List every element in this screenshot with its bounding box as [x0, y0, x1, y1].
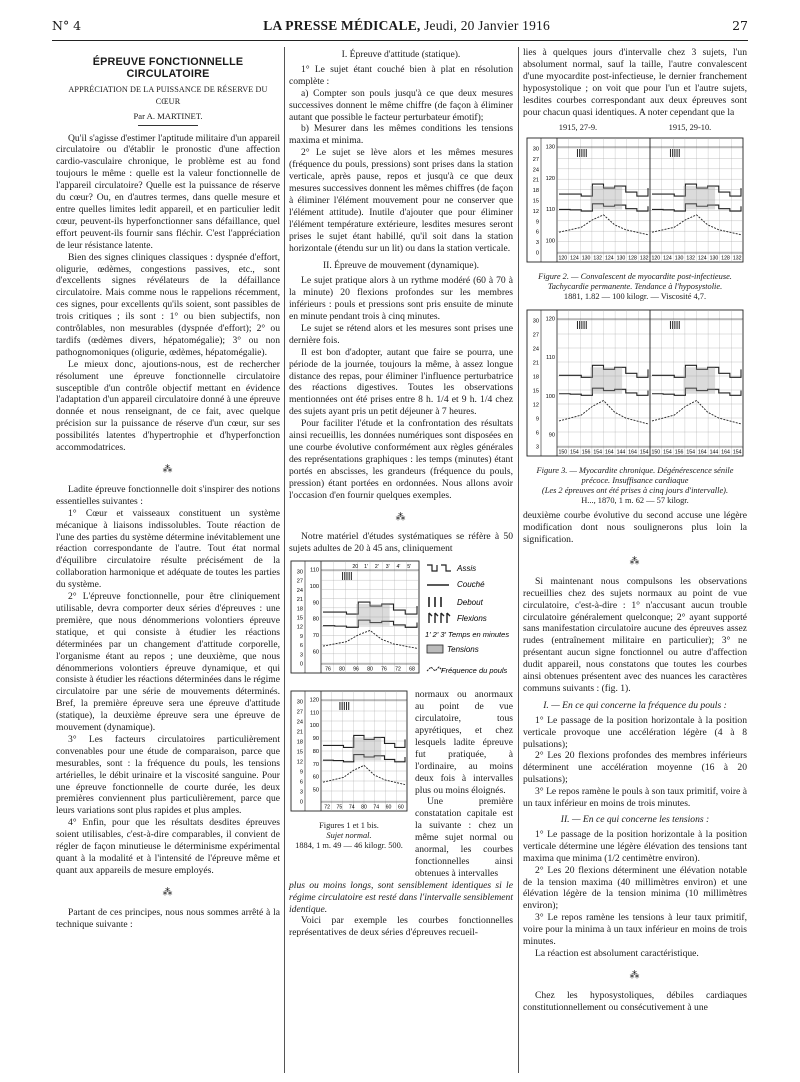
axis-tick-label: 21	[532, 360, 539, 367]
bottom-value-label: 128	[628, 255, 637, 262]
axis-tick-label: 100	[545, 238, 555, 245]
axis-tick-label: 15	[296, 615, 303, 622]
tension-band	[590, 186, 622, 209]
axis-tick-label: 15	[532, 388, 539, 395]
bottom-value-label: 132	[732, 255, 742, 262]
axis-tick-label: 70	[312, 762, 319, 769]
figure-3-caption-data: H..., 1870, 1 m. 62 — 57 kilogr.	[581, 496, 689, 506]
bottom-value-label: 164	[628, 449, 637, 456]
figure-1bis-block	[289, 689, 409, 880]
axis-tick-label: 110	[310, 710, 319, 717]
section-asterism: ⁂	[162, 886, 174, 898]
running-header	[52, 18, 748, 38]
axis-tick-label: 24	[532, 346, 539, 353]
axis-tick-label: 21	[296, 729, 303, 736]
bottom-value-label: 154	[663, 449, 672, 456]
axis-tick-label: 9	[299, 769, 303, 776]
column-1	[56, 47, 280, 931]
bottom-value-label: 130	[674, 255, 684, 262]
title-separator	[138, 125, 198, 126]
paragraph: deuxième courbe évolutive du second accuse une légère modification dont nous soulignerons plus loin la signification.	[523, 510, 747, 545]
section-title: I. — En ce qui concerne la fréquence du pouls :	[543, 699, 727, 711]
axis-tick-label: 24	[532, 167, 539, 174]
axis-tick-label: 12	[296, 624, 303, 631]
bottom-value-label: 72	[395, 666, 401, 673]
figure-3-chart	[523, 308, 747, 460]
bottom-value-label: 144	[616, 449, 626, 456]
paragraph: 3° Les facteurs circulatoires particulièrement convenables pour une étude de comparaison, parce que mesurables, sont : la fréquence du pouls, les tensions artérielles, le débit urinaire et la viscosité sanguine. Pour une épreuve fonctionnelle de courte durée, les deux premières conviennent plus particulièrement, parce que leurs variations sont plus rapides et plus amples.	[56, 733, 280, 817]
column-divider	[518, 47, 519, 1073]
journal-name: LA PRESSE MÉDICALE,	[263, 18, 421, 33]
figure-2-grid	[527, 138, 743, 262]
paragraph: Le sujet se rétend alors et les mesures sont prises une dernière fois.	[289, 322, 513, 346]
paragraph: Voici par exemple les courbes fonctionnelles représentatives de deux séries d'épreuves recueil-	[289, 915, 513, 939]
figure-1-block	[289, 559, 513, 681]
axis-tick-label: 90	[312, 600, 319, 607]
bottom-value-label: 76	[381, 666, 387, 673]
axis-tick-label: 60	[312, 774, 319, 781]
figure-2-caption-title: Figure 2. — Convalescent de myocardite post-infectieuse.	[538, 272, 732, 282]
figure-1-chart	[289, 559, 513, 681]
paragraph: 1° Le sujet étant couché bien à plat en résolution complète :	[289, 63, 513, 87]
bottom-value-label: 68	[409, 666, 415, 673]
legend-couche: Couché	[457, 580, 485, 590]
bottom-value-label: 132	[593, 255, 603, 262]
section-asterism: ⁂	[395, 511, 407, 523]
axis-tick-label: 0	[299, 661, 303, 668]
axis-tick-label: 18	[296, 739, 303, 746]
figure-1-caption-subject: Sujet normal.	[326, 831, 372, 841]
paragraph: Le sujet pratique alors à un rythme modéré (60 à 70 à la minute) 20 flexions profondes sur les membres inférieurs : pouls et pressions sont pris ensuite de minute en minute pendant trois à cinq minutes.	[289, 275, 513, 323]
legend-assis: Assis	[457, 564, 477, 574]
figure-3-caption	[523, 466, 747, 506]
legend-flexions-icon	[429, 613, 450, 623]
bottom-value-label: 156	[674, 449, 684, 456]
bottom-value-label: 124	[697, 255, 707, 262]
bottom-value-label: 164	[721, 449, 730, 456]
bottom-value-label: 132	[686, 255, 696, 262]
bottom-value-label: 124	[570, 255, 579, 262]
axis-tick-label: 18	[532, 374, 539, 381]
time-label: 2'	[374, 564, 379, 571]
figure-2-caption-data: 1881, 1.82 — 100 kilogr. — Viscosité 4,7.	[563, 292, 707, 302]
figure-3-caption-title: Figure 3. — Myocardite chronique. Dégénérescence sénile précoce. Insuffisance cardiaque	[536, 466, 734, 486]
bottom-value-label: 74	[373, 804, 380, 811]
axis-tick-label: 27	[296, 578, 303, 585]
figure-1-caption	[289, 821, 409, 851]
legend-temps: 1' 2' 3' Temps en minutes	[425, 630, 510, 640]
tension-band	[356, 604, 389, 626]
article-title: ÉPREUVE FONCTIONNELLE CIRCULATOIRE	[92, 56, 244, 80]
paragraph: plus ou moins longs, sont sensiblement identiques si le régime circulatoire est resté dans l'intervalle sensiblement identique.	[289, 879, 513, 915]
paragraph: 2° L'épreuve fonctionnelle, pour être cliniquement utilisable, devra comporter deux séries d'épreuves : une première, que nous dénommerions volontiers épreuve statique, et qui consiste à étudier les réactions déterminées par un changement d'attitude corporelle, l'organisme étant au repos ; une deuxième, que nous dénommerions volontiers épreuve dynamique, et qui consiste à étudier les réactions déterminées dans le régime circulatoire par une série de mouvements déterminés. Bref, la première épreuve sera une épreuve d'attitude (statique), la deuxième épreuve sera une épreuve de mouvement (dynamique).	[56, 591, 280, 734]
column-3	[523, 47, 747, 1014]
figure-2-caption-desc: Tachycardie permanente. Tendance à l'hyposystolie.	[547, 282, 723, 292]
axis-tick-label: 15	[532, 198, 539, 205]
paragraph: 3° Le repos ramène le pouls à son taux primitif, voire à un taux inférieur en moins de trois minutes.	[523, 786, 747, 810]
legend	[425, 564, 509, 675]
time-label: 4'	[396, 564, 401, 571]
figure-2-chart	[523, 136, 747, 266]
paragraph: La réaction est absolument caractéristique.	[535, 947, 699, 959]
issue-number: N° 4	[52, 18, 82, 33]
paragraph: Si maintenant nous compulsons les observations recueillies chez des sujets normaux au point de vue circulatoire, c'est-à-dire : 1° n'accusant aucun trouble circulatoire généralement quelconque; 2° ayant supporté sans manifestation circulatoire aucune des épreuves assez rudes (entraînement militaire en particulier); 3° ne présentant aucun signe fonctionnel ou autre d'affection dudit appareil, nous constatons que toutes les courbes ainsi obtenues présentent avec des nuances les caractères communs suivants : (fig. 1).	[523, 575, 747, 694]
axis-tick-label: 24	[296, 588, 303, 595]
paragraph: b) Mesurer dans les mêmes conditions les tensions maxima et minima.	[289, 123, 513, 147]
axis-tick-label: 3	[299, 652, 303, 659]
legend-tensions: Tensions	[447, 645, 479, 655]
axis-tick-label: 3	[535, 240, 539, 247]
bottom-value-label: 120	[651, 255, 661, 262]
axis-tick-label: 12	[296, 759, 303, 766]
issue-date: Jeudi, 20 Janvier 1916	[424, 18, 550, 33]
axis-tick-label: 120	[545, 316, 555, 323]
axis-tick-label: 110	[546, 355, 555, 362]
figure-1-caption-title: Figures 1 et 1 bis.	[319, 821, 379, 831]
bottom-value-label: 120	[558, 255, 568, 262]
paragraph: Partant de ces principes, nous nous sommes arrêté à la technique suivante :	[56, 906, 280, 930]
bottom-value-label: 124	[604, 255, 614, 262]
paragraph: 3° Le repos ramène les tensions à leur taux primitif, voire pour la minima à un taux inférieur en moins de trois minutes.	[523, 912, 747, 948]
bottom-value-label: 154	[570, 449, 579, 456]
axis-tick-label: 120	[545, 176, 555, 183]
bottom-value-label: 72	[324, 804, 331, 811]
bottom-value-label: 128	[721, 255, 730, 262]
figure-2-date-1: 1915, 27-9.	[558, 123, 598, 133]
legend-flexions: Flexions	[457, 614, 487, 624]
bottom-value-label: 130	[709, 255, 719, 262]
paragraph: Ladite épreuve fonctionnelle doit s'inspirer des notions essentielles suivantes :	[56, 483, 280, 507]
time-label: 3'	[385, 564, 390, 571]
section-title: II. Épreuve de mouvement (dynamique).	[322, 260, 480, 272]
axis-tick-label: 9	[299, 634, 303, 641]
figure-side-text	[415, 689, 513, 880]
time-label: 20	[352, 564, 359, 571]
axis-tick-label: 15	[296, 749, 303, 756]
time-label: 1'	[364, 564, 369, 571]
axis-tick-label: 60	[312, 649, 319, 656]
axis-tick-label: 3	[299, 789, 303, 796]
bottom-value-label: 124	[663, 255, 672, 262]
bottom-value-label: 154	[593, 449, 603, 456]
article-author: Par A. MARTINET.	[133, 110, 203, 121]
bottom-value-label: 60	[397, 804, 404, 811]
axis-tick-label: 27	[532, 332, 539, 339]
bottom-value-label: 130	[616, 255, 626, 262]
axis-tick-label: 27	[296, 709, 303, 716]
column-divider	[284, 47, 285, 1073]
axis-tick-label: 9	[535, 416, 539, 423]
axis-tick-label: 70	[312, 633, 319, 640]
axis-tick-label: 30	[532, 146, 539, 153]
axis-tick-label: 24	[296, 719, 303, 726]
axis-tick-label: 6	[299, 643, 303, 650]
figure-2-caption	[523, 272, 747, 302]
paragraph: Bien des signes cliniques classiques : dyspnée d'effort, oligurie, œdèmes, congestions passives, etc., sont d'excellents signes révélateurs de la défaillance circulatoire. Mais comme nous le rappelions récemment, ces signes, pour excellents qu'ils soient, sont passibles de trois critiques ; ils sont : 1° ou bien subjectifs, non contrôlables, non mesurables (dyspnée d'effort); 2° ou tardifs (œdèmes divers, hépatomégalie); 3° ou non pathognomoniques (oligurie, œdèmes, hépatomégalie).	[56, 251, 280, 358]
paragraph: 2° Les 20 flexions profondes des membres inférieurs déterminent une accélération moyenne (16 à 20 pulsations);	[523, 750, 747, 786]
figure-1-grid	[291, 561, 419, 673]
column-2	[289, 47, 513, 939]
axis-tick-label: 21	[532, 178, 539, 185]
axis-tick-label: 120	[309, 697, 319, 704]
axis-tick-label: 12	[532, 402, 539, 409]
axis-tick-label: 90	[548, 432, 555, 439]
axis-tick-label: 130	[545, 144, 555, 151]
bottom-value-label: 130	[581, 255, 591, 262]
axis-tick-label: 12	[532, 209, 539, 216]
section-asterism: ⁂	[629, 555, 641, 567]
paragraph: 1° Cœur et vaisseaux constituent un système mécanique à liaisons indissolubles. Toute réaction de l'une des parties du système détermine inévitablement une réaction correspondante de l'autre. Tout état normal d'équilibre circulatoire résulte précisément de la collaboration harmonique et adéquate de toutes les parties du système.	[56, 507, 280, 591]
axis-tick-label: 18	[532, 188, 539, 195]
paragraph: Une première constatation capitale est la suivante : chez un même sujet normal ou anormal, les courbes fonctionnelles ainsi obtenues à intervalles	[415, 796, 513, 879]
axis-tick-label: 100	[309, 584, 319, 591]
axis-tick-label: 100	[309, 723, 319, 730]
time-label: 5'	[407, 564, 412, 571]
axis-tick-label: 80	[312, 749, 319, 756]
section-title: I. Épreuve d'attitude (statique).	[341, 49, 461, 60]
axis-tick-label: 6	[535, 430, 539, 437]
legend-assis-icon	[427, 565, 451, 571]
paragraph: 2° Les 20 flexions déterminent une élévation notable de la tension maxima (40 millimètres environ) et une élévation légère de la tension minima (10 millimètres environ);	[523, 864, 747, 912]
bottom-value-label: 154	[732, 449, 742, 456]
paragraph: normaux ou anormaux au point de vue circulatoire, tous apyrétiques, et chez lesquels ladite épreuve fut pratiquée, à l'ordinaire, au moins deux fois à intervalles plus ou moins éloignés.	[415, 689, 513, 796]
paragraph: 1° Le passage de la position horizontale à la position verticale provoque une accélération légère (4 à 8 pulsations);	[523, 714, 747, 750]
bottom-value-label: 76	[325, 666, 331, 673]
axis-tick-label: 110	[546, 207, 555, 214]
paragraph: 4° Enfin, pour que les résultats desdites épreuves soient utilisables, c'est-à-dire comparables, il convient de régler de façon minutieuse le déterminisme expérimental quant à la modalité et à l'intensité de l'épreuve même et quant aux appareils de mesure employés.	[56, 817, 280, 876]
paragraph: Qu'il s'agisse d'estimer l'aptitude militaire d'un appareil circulatoire ou d'établir le pronostic d'une affection cardio-vasculaire chronique, le problème est au fond toujours le même : quelle est la valeur fonctionnelle de l'appareil circulatoire? Quelle est la puissance de réserve du cœur? Ou, en d'autres termes, dans quelle mesure et entre quelles limites ledit appareil, et en particulier ledit cœur, peuvent-ils hyperfonctionner sans défaillance, quel effort peuvent-ils fournir sans fléchir. C'est l'appréciation de leur résistance latente.	[56, 132, 280, 251]
bottom-value-label: 164	[604, 449, 614, 456]
axis-tick-label: 27	[532, 157, 539, 164]
axis-tick-label: 50	[312, 787, 319, 794]
bottom-value-label: 150	[558, 449, 568, 456]
axis-tick-label: 100	[545, 394, 555, 401]
paragraph: 1° Le passage de la position horizontale à la position verticale détermine une légère élévation des tensions tant maxima que minima (1/2 centimètre environ).	[523, 828, 747, 864]
axis-tick-label: 80	[312, 616, 319, 623]
figure-3-caption-note: (Les 2 épreuves ont été prises à cinq jours d'intervalle).	[541, 486, 729, 496]
page-number: 27	[732, 18, 748, 33]
paragraph: 2° Le sujet se lève alors et les mêmes mesures (fréquence du pouls, pressions) sont prises dans la station verticale, après pause, repos et jusqu'à ce que deux mesures successives donnent les mêmes chiffres (de façon à éliminer l'élément mouvement pour ne conserver que l'élément attitude). Inutile d'ajouter que pour éliminer l'élément température extérieure, lesdites mesures seront prises le sujet étant habillé, qu'il soit dans la station horizontale (étendu sur un lit) ou dans la station verticale.	[289, 147, 513, 254]
legend-frequence: Fréquence du pouls	[441, 666, 508, 676]
bottom-value-label: 154	[639, 449, 649, 456]
figure-2-dates	[523, 122, 747, 134]
bottom-value-label: 75	[336, 804, 343, 811]
paragraph: Notre matériel d'études systématiques se réfère à 50 sujets adultes de 20 à 45 ans, cliniquement	[289, 531, 513, 555]
axis-tick-label: 0	[299, 799, 303, 806]
paragraph: Pour faciliter l'étude et la confrontation des résultats ainsi recueillis, les données numériques sont disposées en une courbe évolutive conformément aux règles générales des représentations graphiques : les temps (minutes) étant portés en abscisses, les grandeurs (fréquence du pouls, pression) étant portées en ordonnées. Nous allons avoir l'occasion d'en fournir quelques exemples.	[289, 418, 513, 501]
bottom-value-label: 164	[697, 449, 707, 456]
axis-tick-label: 6	[535, 230, 539, 237]
axis-tick-label: 9	[535, 219, 539, 226]
figure-1bis-row	[289, 689, 513, 880]
tension-band	[683, 368, 715, 394]
paragraph: Le mieux donc, ajoutions-nous, est de rechercher résolument une épreuve fonctionnelle circulatoire susceptible d'un contrôle objectif mettant en évidence l'adaptation d'un appareil circulatoire donné à une épreuve donnée et nous renseignant, de ce fait, avec quelque précision sur la puissance de réserve d'un cœur, sur ses possibilités latentes d'hypertrophie et d'hyperfonction accommodatrices.	[56, 358, 280, 454]
bottom-value-label: 144	[709, 449, 719, 456]
section-asterism: ⁂	[162, 464, 174, 475]
bottom-value-label: 132	[639, 255, 649, 262]
axis-tick-label: 30	[296, 699, 303, 706]
paragraph: Il est bon d'adopter, autant que faire se pourra, une période de la journée, toujours la même, à assez longue distance des repas, pour éliminer l'influence perturbatrice des réactions digestives. Toutes les observations mentionnées ont été prises entre 8 h. 1/4 et 9 h. 1/4 chez des sujets ayant pris un petit déjeuner à 7 heures.	[289, 346, 513, 418]
bottom-value-label: 74	[348, 804, 355, 811]
paragraph: Chez les hyposystoliques, débiles cardiaques constitutionnellement ou consécutivement à une	[523, 989, 747, 1013]
axis-tick-label: 18	[296, 606, 303, 613]
tension-band	[683, 186, 715, 209]
bottom-value-label: 154	[686, 449, 696, 456]
figure-2-date-2: 1915, 29-10.	[668, 123, 712, 133]
axis-tick-label: 21	[296, 597, 303, 604]
figure-1bis-grid	[291, 691, 407, 811]
bottom-value-label: 150	[651, 449, 661, 456]
axis-tick-label: 3	[535, 444, 539, 451]
article-subtitle: APPRÉCIATION DE LA PUISSANCE DE RÉSERVE DU CŒUR	[68, 84, 268, 106]
bottom-value-label: 80	[367, 666, 373, 673]
axis-tick-label: 110	[310, 567, 319, 574]
bottom-value-label: 96	[353, 666, 359, 673]
section-asterism: ⁂	[629, 969, 641, 981]
legend-debout: Debout	[457, 598, 483, 608]
paragraph: lies à quelques jours d'intervalle chez 3 sujets, l'un absolument normal, sauf la taille, l'autre convalescent d'une myocardite post-infectieuse, le dernier franchement hyposystolique ; on voit que pour l'un et l'autre sujets, lesdites courbes correspondant aux deux épreuves sont pour chacun quasi identiques. A noter cependant que la	[523, 47, 747, 118]
axis-tick-label: 6	[299, 779, 303, 786]
tension-band	[352, 738, 381, 761]
axis-tick-label: 0	[535, 250, 539, 257]
figure-1-caption-data: 1884, 1 m. 49 — 46 kilogr. 500.	[295, 841, 403, 851]
section-title: II. — En ce qui concerne les tensions :	[560, 814, 710, 825]
bottom-value-label: 156	[581, 449, 591, 456]
paragraph: a) Compter son pouls jusqu'à ce que deux mesures successives donnent le même chiffre (de façon à éliminer autant que possible le facteur perturbateur émotif);	[289, 87, 513, 123]
bottom-value-label: 80	[339, 666, 345, 673]
journal-header	[263, 18, 550, 34]
axis-tick-label: 30	[296, 569, 303, 576]
figure-1bis-chart	[289, 689, 409, 815]
figure-3-grid	[527, 310, 743, 456]
legend-tensions-icon	[427, 645, 443, 653]
bottom-value-label: 60	[385, 804, 392, 811]
header-rule	[52, 40, 748, 41]
tension-band	[590, 368, 622, 394]
legend-debout-icon	[429, 597, 441, 607]
axis-tick-label: 30	[532, 318, 539, 325]
bottom-value-label: 80	[361, 804, 367, 811]
axis-tick-label: 90	[312, 736, 319, 743]
